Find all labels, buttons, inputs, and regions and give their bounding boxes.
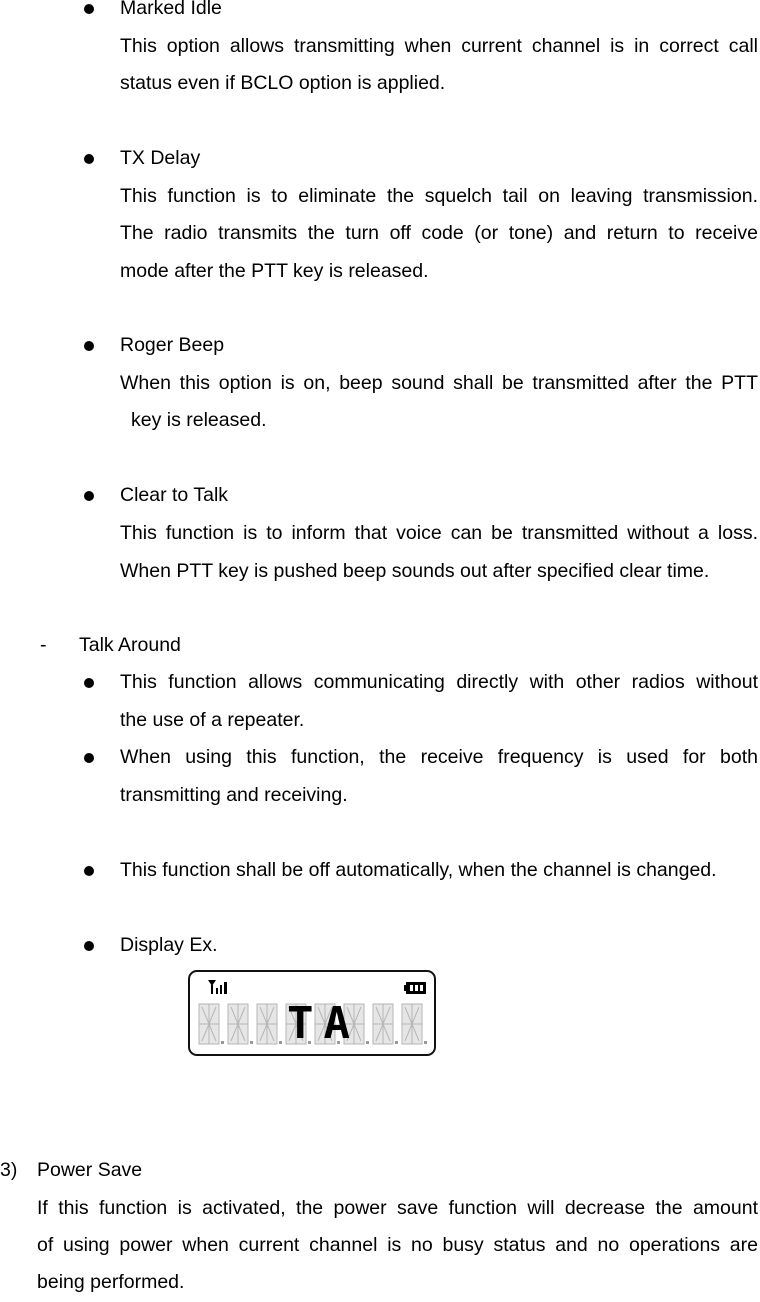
bullet <box>84 866 94 876</box>
section-title-talk-around: Talk Around <box>79 634 181 656</box>
item-text-line: This function is to eliminate the squelch tail on leaving transmission. <box>120 185 758 207</box>
power-save-text-line: If this function is activated, the power save function will decrease the amount <box>37 1197 758 1219</box>
section-title-power-save: Power Save <box>37 1159 143 1181</box>
talk-around-text-line: This function allows communicating directly with other radios without <box>120 671 758 693</box>
power-save-text-line: of using power when current channel is no busy status and no operations are <box>37 1234 758 1256</box>
bullet <box>84 678 94 688</box>
bullet <box>84 341 94 351</box>
lcd-decimal-dot <box>250 1041 253 1044</box>
section-number: 3) <box>0 1159 18 1181</box>
lcd-graphic <box>190 972 434 1054</box>
item-title-clear-to-talk: Clear to Talk <box>120 484 229 506</box>
lcd-decimal-dot <box>366 1041 369 1044</box>
lcd-decimal-dot <box>221 1041 224 1044</box>
lcd-display <box>188 970 436 1056</box>
item-text-line: When this option is on, beep sound shall be transmitted after the PTT <box>120 372 758 394</box>
talk-around-text-line: This function shall be off automatically, when the channel is changed. <box>120 859 717 881</box>
display-example-label: Display Ex. <box>120 934 218 956</box>
talk-around-text-line: When using this function, the receive frequency is used for both <box>120 746 758 768</box>
lcd-decimal-dot <box>279 1041 282 1044</box>
item-text-line: The radio transmits the turn off code (or tone) and return to receive <box>120 222 758 244</box>
item-text-line: This function is to inform that voice can be transmitted without a loss. <box>120 522 758 544</box>
lcd-active-text <box>287 998 360 1049</box>
signal-strength-icon <box>208 980 227 994</box>
bullet <box>84 753 94 763</box>
bullet <box>84 154 94 164</box>
item-title-roger-beep: Roger Beep <box>120 334 225 356</box>
item-title-marked-idle: Marked Idle <box>120 0 222 19</box>
power-save-text-line: being performed. <box>37 1271 185 1293</box>
dash-marker: - <box>40 634 47 656</box>
lcd-text-ta: TA <box>287 998 360 1049</box>
item-title-tx-delay: TX Delay <box>120 147 201 169</box>
item-text-line: mode after the PTT key is released. <box>120 260 429 282</box>
bullet <box>84 941 94 951</box>
talk-around-text-line: the use of a repeater. <box>120 709 305 731</box>
item-text-line: status even if BCLO option is applied. <box>120 72 446 94</box>
battery-icon <box>404 982 426 994</box>
item-text-line: When PTT key is pushed beep sounds out after specified clear time. <box>120 560 710 582</box>
bullet <box>84 491 94 501</box>
bullet <box>84 4 94 14</box>
lcd-decimal-dot <box>395 1041 398 1044</box>
lcd-decimal-dot <box>424 1041 427 1044</box>
item-text-line: key is released. <box>131 409 267 431</box>
talk-around-text-line: transmitting and receiving. <box>120 784 348 806</box>
item-text-line: This option allows transmitting when current channel is in correct call <box>120 35 758 57</box>
